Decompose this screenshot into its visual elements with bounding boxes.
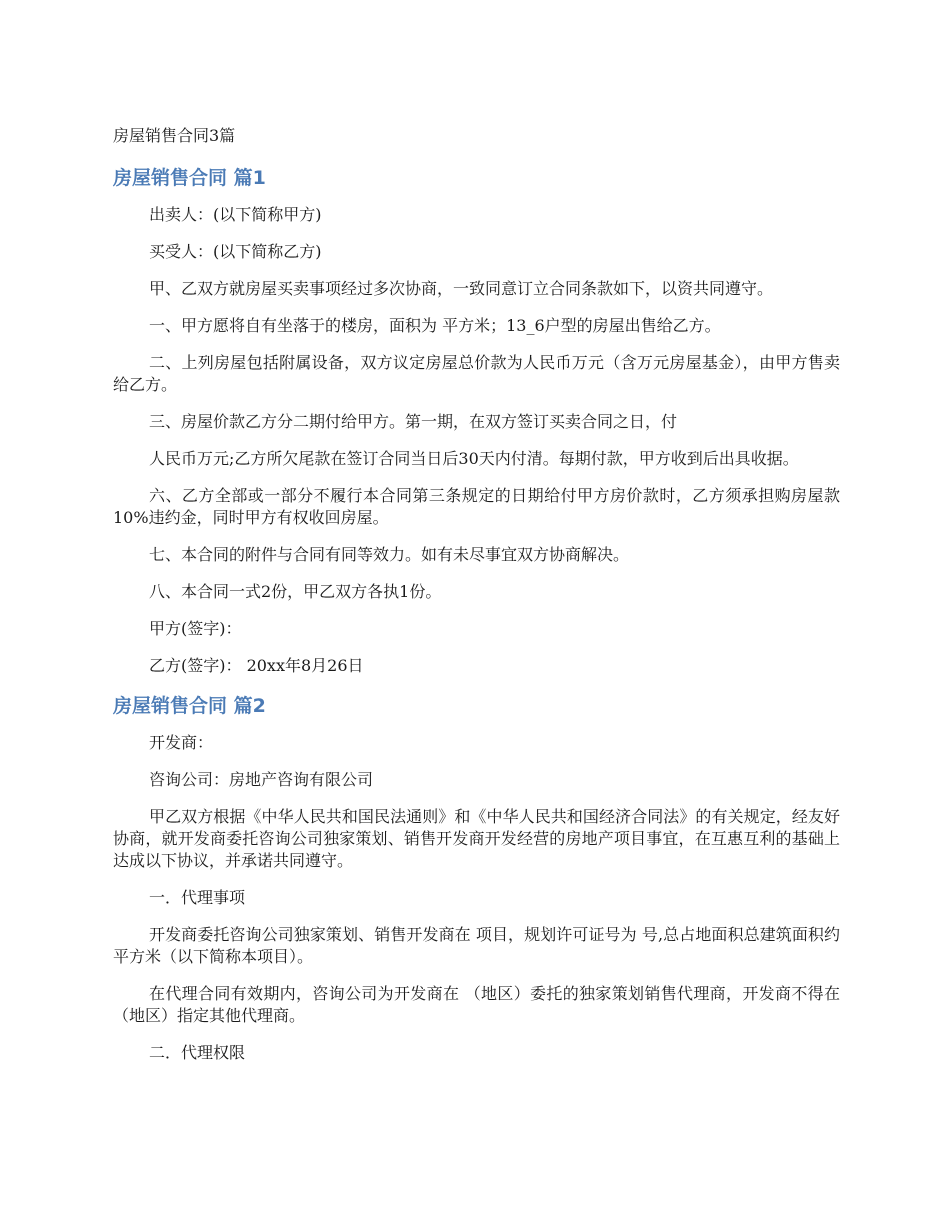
paragraph: 六、乙方全部或一部分不履行本合同第三条规定的日期给付甲方房价款时，乙方须承担购房屋款10%违约金，同时甲方有权收回房屋。 [113,486,840,527]
signature-line-party-b: 乙方(签字)： 20xx年8月26日 [149,656,364,675]
paragraph: 开发商委托咨询公司独家策划、销售开发商在 项目，规划许可证号为 号,总占地面积总建筑面积约平方米（以下简称本项目）。 [113,925,840,966]
paragraph: 八、本合同一式2份，甲乙双方各执1份。 [149,582,442,601]
section-1 [113,164,840,677]
paragraph: 开发商： [149,733,214,752]
paragraph: 二、上列房屋包括附属设备，双方议定房屋总价款为人民币万元（含万元房屋基金），由甲方售卖给乙方。 [113,353,840,394]
document-body [113,124,840,1079]
paragraph: 买受人：(以下简称乙方) [149,242,322,261]
paragraph: 三、房屋价款乙方分二期付给甲方。第一期，在双方签订买卖合同之日，付 [149,412,678,431]
paragraph: 七、本合同的附件与合同有同等效力。如有未尽事宜双方协商解决。 [149,545,630,564]
subheading: 一．代理事项 [149,888,246,907]
paragraph: 人民币万元;乙方所欠尾款在签订合同当日后30天内付清。每期付款，甲方收到后出具收据。 [149,449,799,468]
signature-line-party-a: 甲方(签字)： [149,619,242,638]
document-title: 房屋销售合同3篇 [113,126,236,145]
paragraph: 一、甲方愿将自有坐落于的楼房，面积为 平方米；13_6户型的房屋出售给乙方。 [149,316,721,335]
subheading: 二．代理权限 [149,1043,246,1062]
paragraph: 甲乙双方根据《中华人民共和国民法通则》和《中华人民共和国经济合同法》的有关规定，经友好协商，就开发商委托咨询公司独家策划、销售开发商开发经营的房地产项目事宜，在互惠互利的基础上达成以下协议，并承诺共同遵守。 [113,807,840,870]
paragraph: 出卖人：(以下简称甲方) [149,205,322,224]
paragraph: 在代理合同有效期内，咨询公司为开发商在 （地区）委托的独家策划销售代理商，开发商不得在（地区）指定其他代理商。 [113,984,840,1025]
section-heading: 房屋销售合同 篇1 [113,167,266,189]
paragraph: 咨询公司：房地产咨询有限公司 [149,770,374,789]
paragraph: 甲、乙双方就房屋买卖事项经过多次协商，一致同意订立合同条款如下，以资共同遵守。 [149,279,774,298]
section-2 [113,692,840,1064]
section-heading: 房屋销售合同 篇2 [113,695,266,717]
